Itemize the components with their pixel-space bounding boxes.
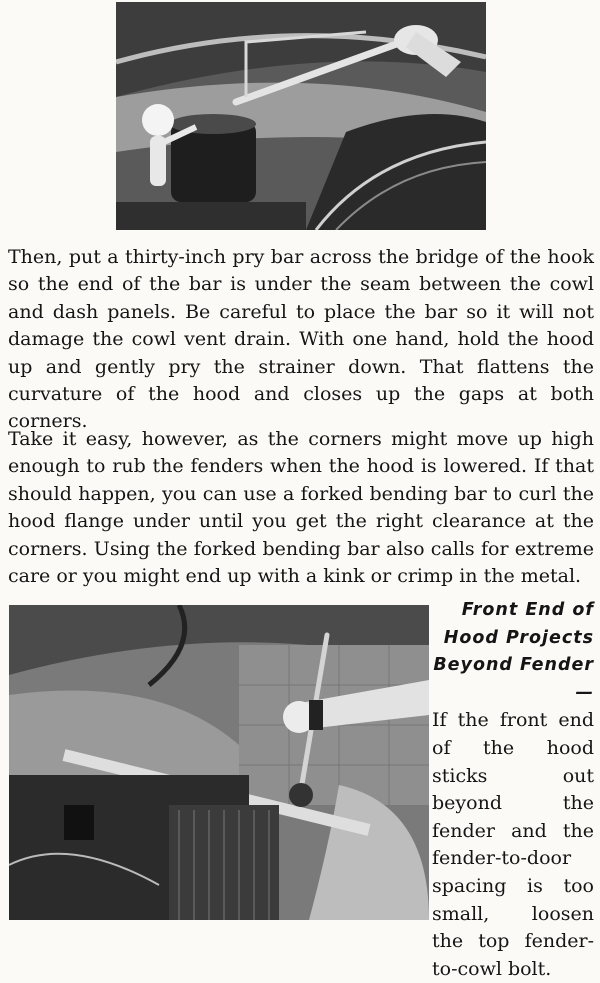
caption-title-line-3: Beyond Fender— bbox=[433, 655, 594, 703]
caption-title-line-1: Front End of bbox=[461, 600, 594, 620]
photo-pry-bar-cowl bbox=[116, 2, 486, 230]
photo-pry-bar-cowl-image bbox=[116, 2, 486, 230]
photo-caption bbox=[432, 597, 594, 983]
photo-fender-bolt-image bbox=[9, 605, 429, 920]
caption-title-line-2: Hood Projects bbox=[443, 627, 594, 648]
body-paragraph-1: Then, put a thirty-inch pry bar across the bridge of the hook so the end of the bar is under the seam between the cowl and dash panels. Be careful to place the bar so it will not damage the cowl vent drain. With one hand, hold the hood up and gently pry the strainer down. That flattens the curvature of the hood and closes up the gaps at both corners. bbox=[8, 246, 594, 433]
body-paragraph-2: Take it easy, however, as the corners might move up high enough to rub the fenders when the hood is lowered. If that should happen, you can use a forked bending bar to curl the hood flange under until you get the right clearance at the corners. Using the forked bending bar also calls for extreme care or you might end up with a kink or crimp in the metal. bbox=[8, 428, 594, 588]
caption-body: If the front end of the hood sticks out beyond the fender and the fender-to-door spacing is too small, loosen the top fender-to-cowl bolt. bbox=[432, 709, 594, 980]
photo-fender-bolt bbox=[9, 605, 429, 920]
